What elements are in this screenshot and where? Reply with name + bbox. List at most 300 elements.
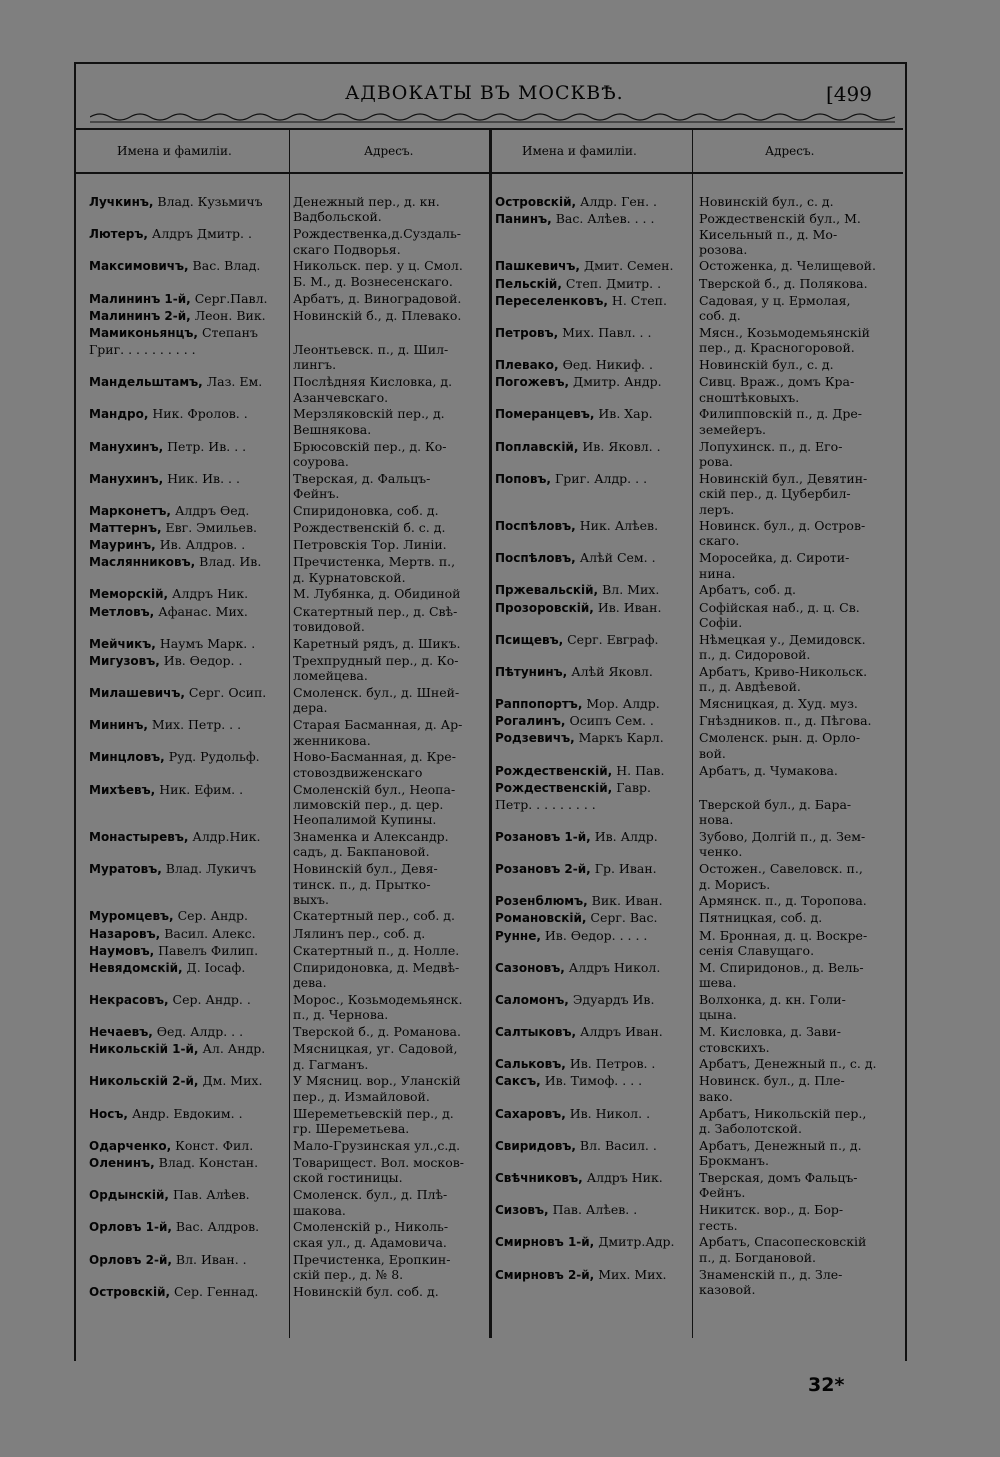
entry-name: [89, 342, 196, 358]
entry-address: [699, 829, 865, 860]
address-line: Скатертный пер., соб. д.: [293, 908, 455, 924]
surname: Манухинъ,: [89, 471, 164, 486]
entry-address: [293, 604, 457, 635]
address-line: д. Морисъ.: [699, 876, 771, 892]
entry-name: [495, 1073, 642, 1089]
address-line: Смоленскій бул., Неопа-: [293, 781, 456, 797]
given-names: Алдръ Ник.: [582, 1170, 663, 1185]
address-line: Новинскій бул., с. д.: [699, 357, 834, 372]
entry-address: [293, 749, 456, 780]
entry-address: [293, 554, 455, 585]
surname: Поспѣловъ,: [495, 551, 576, 566]
entry-address: [699, 861, 863, 892]
given-names: Вас. Влад.: [188, 258, 261, 274]
entry-address: [293, 1252, 450, 1283]
given-names: Ник. Ефим. .: [155, 781, 244, 797]
address-line: Тверская, домъ Фальцъ-: [699, 1170, 858, 1185]
given-names: Алдръ Ѳед.: [170, 502, 250, 518]
address-line: Вешнякова.: [293, 421, 372, 437]
entry-name: [89, 1219, 259, 1235]
address-line: сноштѣковыхъ.: [699, 389, 800, 405]
entry-name: [495, 797, 596, 813]
entry-name: [495, 293, 667, 309]
entry-name: [495, 406, 653, 422]
address-line: Старая Басманная, д. Ар-: [293, 717, 463, 733]
address-line: женникова.: [293, 732, 371, 748]
address-line: пер., д. Красногоровой.: [699, 340, 855, 356]
given-names: Алдр. Ген. .: [576, 194, 657, 209]
entry-address: [293, 342, 448, 373]
given-names: Эдуардъ Ив.: [568, 991, 655, 1007]
surname: Сахаровъ,: [495, 1106, 566, 1121]
surname: Розановъ 1-й,: [495, 829, 591, 844]
address-line: Спиридоновка, д. Медвѣ-: [293, 959, 460, 975]
address-line: Новинск. бул., д. Пле-: [699, 1073, 845, 1089]
address-line: садъ, д. Бакпановой.: [293, 844, 430, 860]
surname: Саломонъ,: [495, 992, 569, 1007]
address-line: д. Гагманъ.: [293, 1056, 369, 1072]
given-names: Серг. Вас.: [586, 910, 658, 926]
address-line: Брокманъ.: [699, 1153, 769, 1169]
surname: Померанцевъ,: [495, 407, 595, 422]
entry-address: [293, 782, 455, 828]
surname: Рождественскій,: [495, 763, 613, 778]
entry-address: [699, 632, 866, 663]
given-names: Андр. Евдоким. .: [127, 1105, 243, 1121]
surname: Свѣчниковъ,: [495, 1171, 583, 1185]
entry-name: [89, 537, 245, 553]
address-line: Софіи.: [699, 614, 743, 630]
entry-name: [495, 582, 659, 598]
given-names: Петр. Ив. . .: [163, 438, 247, 454]
address-line: Шереметьевскій пер., д.: [293, 1105, 454, 1121]
given-names: Н. Пав.: [612, 762, 665, 778]
address-line: Скатертный п., д. Нолле.: [293, 942, 460, 958]
address-line: гр. Шереметьева.: [293, 1121, 410, 1136]
given-names: Дм. Мих.: [198, 1073, 263, 1089]
page-title: АДВОКАТЫ ВЪ МОСКВѢ.: [345, 82, 624, 104]
given-names: Алдръ Дмитр. .: [147, 226, 252, 242]
given-names: Дмитр.Адр.: [594, 1234, 675, 1250]
surname: Панинъ,: [495, 212, 552, 227]
address-line: Спиридоновка, соб. д.: [293, 502, 439, 518]
address-line: стовоздвиженскаго: [293, 764, 423, 780]
address-line: скій пер., д. Цубербил-: [699, 486, 851, 502]
address-line: Остоженка, д. Челищевой.: [699, 258, 876, 274]
entry-address: [293, 291, 461, 306]
address-line: Моросейка, д. Сироти-: [699, 550, 850, 566]
address-line: скаго Подворья.: [293, 241, 401, 257]
entry-address: [699, 713, 872, 728]
entry-name: [89, 291, 267, 307]
entry-address: [699, 582, 796, 597]
surname: Орловъ 2-й,: [89, 1252, 172, 1267]
surname: Лучкинъ,: [89, 195, 154, 209]
address-line: Мерзляковскій пер., д.: [293, 406, 445, 422]
entry-name: [89, 749, 260, 765]
entry-name: [495, 992, 654, 1008]
entry-name: [89, 829, 260, 845]
entry-name: [495, 1234, 674, 1250]
entry-address: [699, 1234, 866, 1265]
address-line: лингъ.: [293, 357, 337, 373]
surname: Назаровъ,: [89, 926, 161, 941]
entry-name: [89, 1284, 258, 1300]
col-head-names-1: Имена и фамиліи.: [117, 144, 232, 158]
address-line: соб. д.: [699, 308, 741, 323]
entry-address: [293, 537, 447, 552]
given-names: Ал. Андр.: [198, 1041, 266, 1057]
entry-name: [89, 1252, 247, 1268]
given-names: Влад. Лукичъ: [161, 861, 257, 877]
surname: Салтыковъ,: [495, 1025, 577, 1040]
address-line: Товарищест. Вол. москов-: [293, 1154, 465, 1170]
surname: Маттернъ,: [89, 521, 162, 535]
surname: Островскій,: [495, 195, 577, 209]
entry-name: [89, 439, 246, 455]
address-line: Пречистенка, Мертв. п.,: [293, 554, 456, 570]
entry-address: [293, 520, 445, 535]
address-line: Новинск. бул., д. Остров-: [699, 518, 866, 533]
given-names: Вл. Мих.: [598, 582, 660, 598]
given-names: Серг. Осип.: [184, 685, 267, 700]
given-names: Степ. Дмитр. .: [561, 275, 662, 291]
address-line: Б. М., д. Вознесенскаго.: [293, 273, 453, 289]
entry-name: [495, 730, 664, 746]
entry-name: [89, 717, 241, 733]
given-names: Васил. Алекс.: [160, 925, 256, 941]
entry-address: [293, 960, 459, 991]
entry-address: [293, 586, 460, 601]
address-line: д. Курнатовской.: [293, 569, 406, 585]
entry-name: [495, 696, 660, 712]
entry-name: [495, 439, 661, 455]
entry-address: [293, 685, 459, 716]
entry-name: [495, 325, 651, 341]
entry-name: [495, 829, 658, 845]
entry-name: [495, 258, 673, 274]
address-line: Пятницкая, соб. д.: [699, 910, 823, 926]
entry-address: [699, 406, 862, 437]
col-head-names-2: Имена и фамиліи.: [522, 144, 637, 158]
surname: Милашевичъ,: [89, 686, 185, 700]
address-line: Ново-Басманная, д. Кре-: [293, 749, 456, 765]
surname: Муромцевъ,: [89, 909, 174, 924]
given-names: Ив. Никол. .: [565, 1105, 651, 1121]
surname: Рождественскій,: [495, 780, 613, 795]
address-line: ченко.: [699, 844, 743, 860]
entry-address: [293, 258, 463, 289]
surname: Пашкевичъ,: [495, 259, 580, 274]
given-names: Ив. Алдр.: [590, 828, 658, 844]
address-line: Новинскій бул., Девятин-: [699, 470, 868, 486]
entry-address: [699, 600, 860, 631]
given-names: Влад. Констан.: [154, 1154, 259, 1170]
entry-address: [699, 374, 854, 405]
given-names: Ник. Алѣев.: [575, 518, 659, 533]
surname: Плевако,: [495, 358, 559, 372]
given-names: Вас. Алѣев. . . .: [551, 211, 655, 227]
address-line: вой.: [699, 745, 726, 761]
address-line: Арбатъ, Спасопесковскій: [699, 1234, 867, 1250]
surname: Минцловъ,: [89, 750, 165, 765]
address-line: ломейцева.: [293, 668, 368, 684]
address-line: стовскихъ.: [699, 1039, 770, 1055]
page-number: [499: [826, 82, 872, 106]
entry-address: [699, 664, 867, 695]
given-names: Вл. Иван. .: [171, 1251, 247, 1267]
entry-name: [89, 960, 245, 976]
entry-name: [495, 518, 658, 534]
entry-name: [89, 503, 249, 519]
surname: Розановъ 2-й,: [495, 862, 591, 877]
address-line: У Мясниц. вор., Уланскій: [293, 1073, 461, 1089]
given-names: Серг.Павл.: [190, 290, 268, 306]
address-line: Трехпрудный пер., д. Ко-: [293, 652, 459, 668]
address-line: Новинскій бул., Девя-: [293, 861, 438, 877]
entry-address: [699, 518, 865, 549]
address-line: М. Спиридонов., д. Вель-: [699, 959, 864, 975]
entry-address: [699, 357, 834, 372]
address-line: Никитск. вор., д. Бор-: [699, 1202, 844, 1218]
entry-address: [293, 471, 430, 502]
divider-1: [289, 128, 290, 1338]
address-line: Армянск. п., д. Торопова.: [699, 893, 867, 909]
address-line: М. Кисловка, д. Зави-: [699, 1024, 841, 1040]
given-names: Ив. Ѳедор. . . . .: [540, 927, 648, 943]
address-line: Филипповскій п., д. Дре-: [699, 406, 863, 422]
surname: Никольскій 1-й,: [89, 1042, 199, 1057]
address-line: Морос., Козьмодемьянск.: [293, 991, 463, 1007]
surname: Рогалинъ,: [495, 714, 566, 729]
entry-address: [699, 1170, 858, 1201]
address-line: Арбатъ, соб. д.: [699, 582, 796, 598]
entry-name: [89, 258, 260, 274]
col-head-addr-1: Адресъ.: [364, 144, 414, 158]
entry-name: [495, 664, 653, 680]
address-line: казовой.: [699, 1282, 756, 1297]
address-line: соурова.: [293, 453, 349, 469]
entry-name: [89, 685, 266, 701]
address-line: Кисельный п., д. Мо-: [699, 226, 838, 242]
address-line: Каретный рядъ, д. Шикъ.: [293, 635, 461, 651]
surname: Родзевичъ,: [495, 731, 575, 746]
address-line: ской гостиницы.: [293, 1170, 403, 1186]
entry-name: [89, 604, 248, 620]
given-names: Алдръ Никол.: [564, 959, 661, 975]
given-names: Алѣй Сем. .: [575, 550, 656, 566]
entry-name: [495, 1170, 663, 1186]
surname: Носъ,: [89, 1106, 128, 1121]
surname: Свиридовъ,: [495, 1138, 576, 1153]
entry-address: [699, 325, 870, 356]
entry-name: [89, 861, 256, 877]
entry-address: [293, 908, 455, 923]
given-names: Леон. Вик.: [190, 307, 266, 323]
given-names: Алдръ Иван.: [576, 1024, 663, 1040]
given-names: Ив. Иван.: [593, 599, 662, 615]
entry-name: [495, 713, 654, 729]
address-line: земейеръ.: [699, 421, 766, 437]
address-line: М. Бронная, д. ц. Воскре-: [699, 927, 868, 943]
surname: Марконетъ,: [89, 503, 171, 518]
entry-address: [699, 797, 851, 828]
entry-address: [699, 439, 842, 470]
entry-name: [89, 406, 248, 422]
address-line: Смоленск. бул., д. Шней-: [293, 685, 460, 700]
address-line: Неопалимой Купины.: [293, 812, 437, 828]
entry-address: [699, 1073, 845, 1104]
surname: Сазоновъ,: [495, 960, 565, 975]
given-names: Влад. Ив.: [195, 554, 262, 570]
entry-name: [89, 194, 263, 210]
surname: Ордынскій,: [89, 1188, 169, 1203]
entry-address: [699, 928, 867, 959]
surname: Маслянниковъ,: [89, 555, 196, 570]
entry-address: [293, 439, 446, 470]
entry-address: [293, 1024, 461, 1039]
given-names: Гавр.: [612, 779, 651, 795]
col-head-addr-2: Адресъ.: [765, 144, 815, 158]
address-line: выхъ.: [293, 891, 329, 907]
given-names: Вл. Васил. .: [575, 1137, 657, 1153]
surname: Невядомскій,: [89, 960, 183, 975]
given-names: Дмит. Семен.: [579, 258, 674, 274]
surname: Прозоровскій,: [495, 600, 594, 615]
address-line: Никольск. пер. у ц. Смол.: [293, 258, 463, 274]
surname: Монастыревъ,: [89, 829, 189, 844]
entry-address: [699, 1138, 862, 1169]
given-names: Павелъ Филип.: [154, 942, 259, 958]
surname: Наумовъ,: [89, 943, 155, 958]
address-line: Мало-Грузинская ул.,с.д.: [293, 1137, 461, 1153]
given-names: Конст. Фил.: [171, 1137, 254, 1153]
surname: Меморскій,: [89, 587, 169, 602]
surname: Смирновъ 1-й,: [495, 1235, 595, 1250]
address-line: Тверская, д. Фальцъ-: [293, 470, 431, 486]
given-names: Гр. Иван.: [590, 861, 657, 877]
address-line: нова.: [699, 812, 734, 828]
given-names: Ник. Ив. . .: [163, 470, 240, 486]
address-line: рова.: [699, 453, 733, 469]
entry-address: [293, 926, 425, 941]
given-names: Ив. Яковл. .: [578, 438, 661, 454]
surname: Никольскій 2-й,: [89, 1074, 199, 1089]
entry-address: [293, 1041, 457, 1072]
entry-address: [699, 763, 838, 778]
surname: Пѣтунинъ,: [495, 664, 568, 679]
entry-name: [495, 1267, 667, 1283]
surname: Мамиконьянцъ,: [89, 325, 198, 340]
entry-name: [495, 1024, 663, 1040]
entry-address: [293, 653, 458, 684]
entry-name: [495, 550, 656, 566]
entry-name: [89, 1138, 253, 1154]
entry-name: [89, 653, 242, 669]
given-names: Сер. Андр.: [173, 908, 248, 924]
entry-name: [89, 636, 255, 652]
entry-name: [495, 1138, 657, 1154]
given-names: Дмитр. Андр.: [569, 374, 662, 390]
given-names: Руд. Рудольф.: [164, 749, 260, 765]
entry-address: [699, 211, 861, 257]
address-line: Вадбольской.: [293, 209, 382, 225]
entry-name: [89, 992, 251, 1008]
entry-name: [495, 861, 657, 877]
divider-center: [489, 128, 492, 1338]
address-line: Новинскій бул. соб. д.: [293, 1283, 439, 1299]
entry-address: [699, 696, 858, 711]
surname: Пельскій,: [495, 276, 562, 291]
entry-name: [495, 763, 664, 779]
entry-address: [699, 258, 876, 273]
entry-name: [89, 1024, 243, 1040]
given-names: Ѳед. Алдр. . .: [152, 1024, 244, 1040]
surname: Некрасовъ,: [89, 992, 169, 1007]
address-line: Смоленск. рын. д. Орло-: [699, 730, 861, 746]
given-names: Д. Іосаф.: [182, 959, 246, 975]
given-names: Ив. Алдров. .: [155, 537, 246, 553]
entry-name: [89, 520, 257, 536]
surname: Петровъ,: [495, 325, 559, 340]
surname: Нечаевъ,: [89, 1025, 153, 1040]
surname: Сизовъ,: [495, 1203, 549, 1218]
entry-name: [495, 632, 659, 648]
surname: Мигузовъ,: [89, 653, 160, 668]
entry-address: [699, 960, 864, 991]
surname: Псищевъ,: [495, 632, 564, 647]
running-head: [0, 82, 1000, 106]
address-line: вако.: [699, 1088, 733, 1104]
entry-name: [495, 211, 654, 227]
entry-name: [495, 780, 651, 796]
entry-address: [293, 861, 438, 907]
given-names: Лаз. Ем.: [202, 374, 263, 390]
entry-address: [699, 910, 822, 925]
given-names: Мих. Мих.: [594, 1266, 667, 1282]
address-line: Скатертный пер., д. Свѣ-: [293, 603, 458, 619]
entry-name: [89, 586, 248, 602]
address-line: шакова.: [293, 1202, 346, 1218]
given-names: Маркъ Карл.: [574, 730, 664, 746]
address-line: Знаменскій п., д. Зле-: [699, 1266, 843, 1282]
address-line: Лялинъ пер., соб. д.: [293, 925, 426, 941]
entry-name: [495, 276, 661, 292]
given-names: Вик. Иван.: [587, 893, 663, 909]
given-names: Ив. Тимоф. . . .: [540, 1073, 643, 1089]
surname: Максимовичъ,: [89, 259, 189, 274]
surname: Раппопортъ,: [495, 697, 583, 712]
address-line: Смоленск. бул., д. Плѣ-: [293, 1187, 448, 1203]
surname: Одарченко,: [89, 1138, 172, 1153]
surname: Розенблюмъ,: [495, 894, 588, 909]
address-line: Леонтьевск. п., д. Шил-: [293, 341, 449, 357]
entry-name: [89, 943, 258, 959]
entry-address: [699, 1202, 843, 1233]
entry-address: [293, 992, 462, 1023]
surname: Рунне,: [495, 928, 541, 943]
given-names: Алѣй Яковл.: [567, 663, 653, 679]
surname: Саксъ,: [495, 1074, 541, 1089]
address-line: д. Заболотской.: [699, 1121, 802, 1136]
entry-name: [89, 308, 266, 324]
address-line: Мясн., Козьмодемьянскій: [699, 324, 870, 340]
address-line: Тверской бул., д. Бара-: [699, 796, 852, 812]
address-line: Нѣмецкая у., Демидовск.: [699, 631, 866, 647]
entry-name: [89, 471, 240, 487]
address-line: Арбатъ, д. Чумакова.: [699, 762, 838, 778]
entry-name: [89, 1041, 265, 1057]
